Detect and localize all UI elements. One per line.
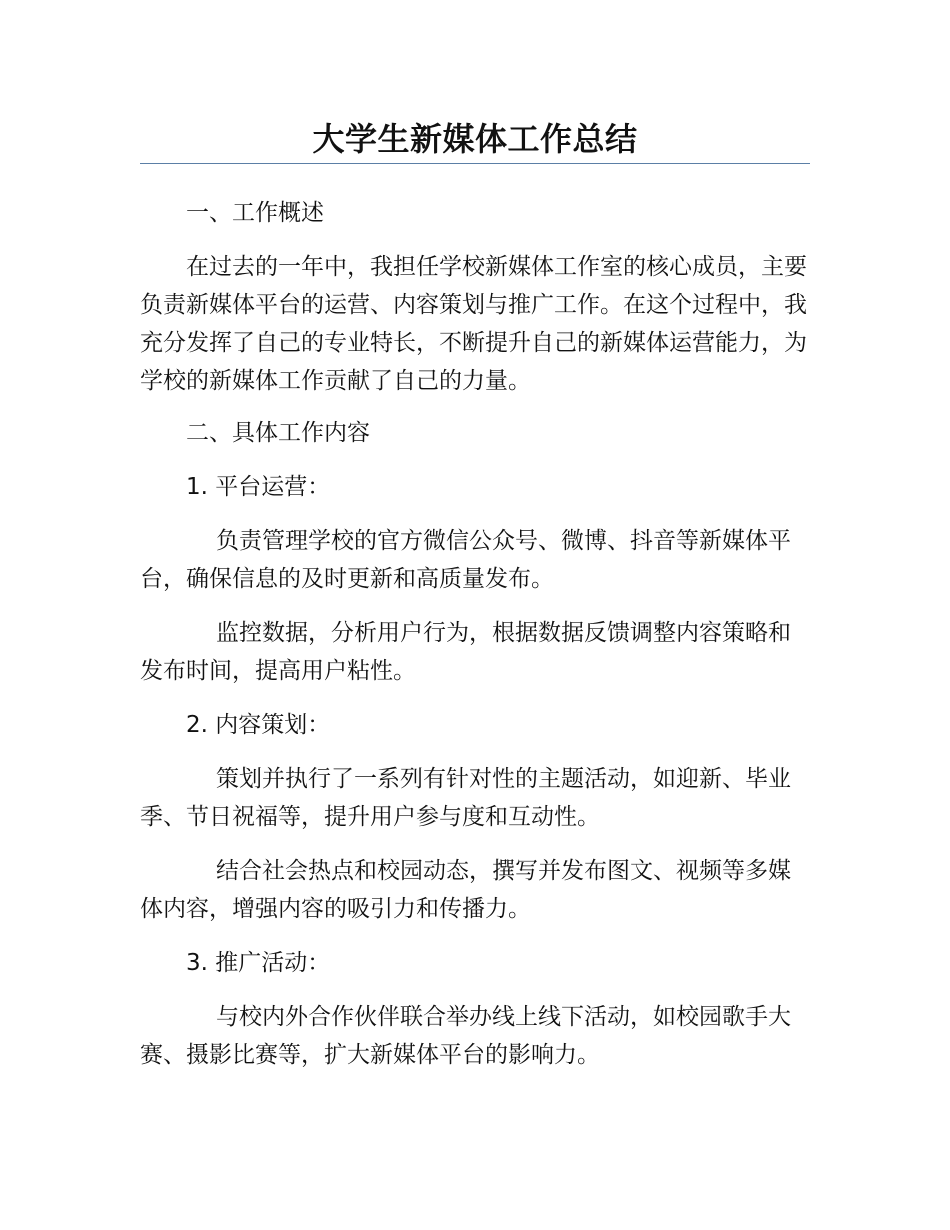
section-heading-overview: 一、工作概述	[186, 200, 324, 226]
document-title: 大学生新媒体工作总结	[312, 120, 638, 158]
item-heading-platform: 1. 平台运营：	[186, 474, 331, 500]
paragraph-promotion-1: 与校内外合作伙伴联合举办线上线下活动，如校园歌手大赛、摄影比赛等，扩大新媒体平台的影响力。	[140, 1004, 791, 1068]
paragraph-content-planning-2: 结合社会热点和校园动态，撰写并发布图文、视频等多媒体内容，增强内容的吸引力和传播力。	[140, 858, 791, 922]
paragraph-platform-1: 负责管理学校的官方微信公众号、微博、抖音等新媒体平台，确保信息的及时更新和高质量发布。	[140, 528, 791, 592]
paragraph-content-planning-1: 策划并执行了一系列有针对性的主题活动，如迎新、毕业季、节日祝福等，提升用户参与度和互动性。	[140, 766, 791, 830]
title-divider	[140, 163, 810, 164]
item-heading-promotion: 3. 推广活动：	[186, 950, 331, 976]
item-heading-content-planning: 2. 内容策划：	[186, 712, 331, 738]
section-heading-content: 二、具体工作内容	[186, 420, 370, 446]
paragraph-overview: 在过去的一年中，我担任学校新媒体工作室的核心成员，主要负责新媒体平台的运营、内容策划与推广工作。在这个过程中，我充分发挥了自己的专业特长，不断提升自己的新媒体运营能力，为学校的新媒体工作贡献了自己的力量。	[140, 254, 807, 394]
paragraph-platform-2: 监控数据，分析用户行为，根据数据反馈调整内容策略和发布时间，提高用户粘性。	[140, 620, 791, 684]
document-page	[140, 0, 810, 1074]
